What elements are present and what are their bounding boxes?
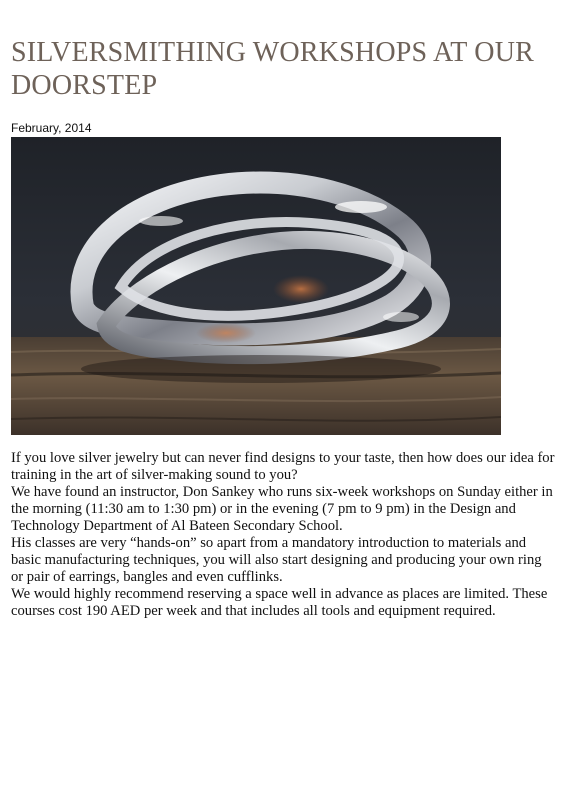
silver-ring-photo (11, 137, 501, 435)
paragraph-instructor: We have found an instructor, Don Sankey who runs six-week workshops on Sunday either in the morning (11:30 am to 1:30 pm) or in the evening (7 pm to 9 pm) in the Design and Technology Department of Al Bateen Secondary School. (11, 484, 553, 534)
article-date: February, 2014 (11, 121, 92, 135)
article-title: SILVERSMITHING WORKSHOPS AT OUR DOORSTEP (11, 37, 534, 101)
article-body (11, 450, 556, 620)
paragraph-intro: If you love silver jewelry but can never find designs to your taste, then how does our idea for training in the art of silver-making sound to you? (11, 450, 555, 483)
paragraph-classes: His classes are very “hands-on” so apart from a mandatory introduction to materials and basic manufacturing techniques, you will also start designing and producing your own ring or pair of earrings, bangles and even cufflinks. (11, 535, 542, 585)
paragraph-booking: We would highly recommend reserving a space well in advance as places are limited. These courses cost 190 AED per week and that includes all tools and equipment required. (11, 586, 548, 619)
article (11, 0, 556, 619)
